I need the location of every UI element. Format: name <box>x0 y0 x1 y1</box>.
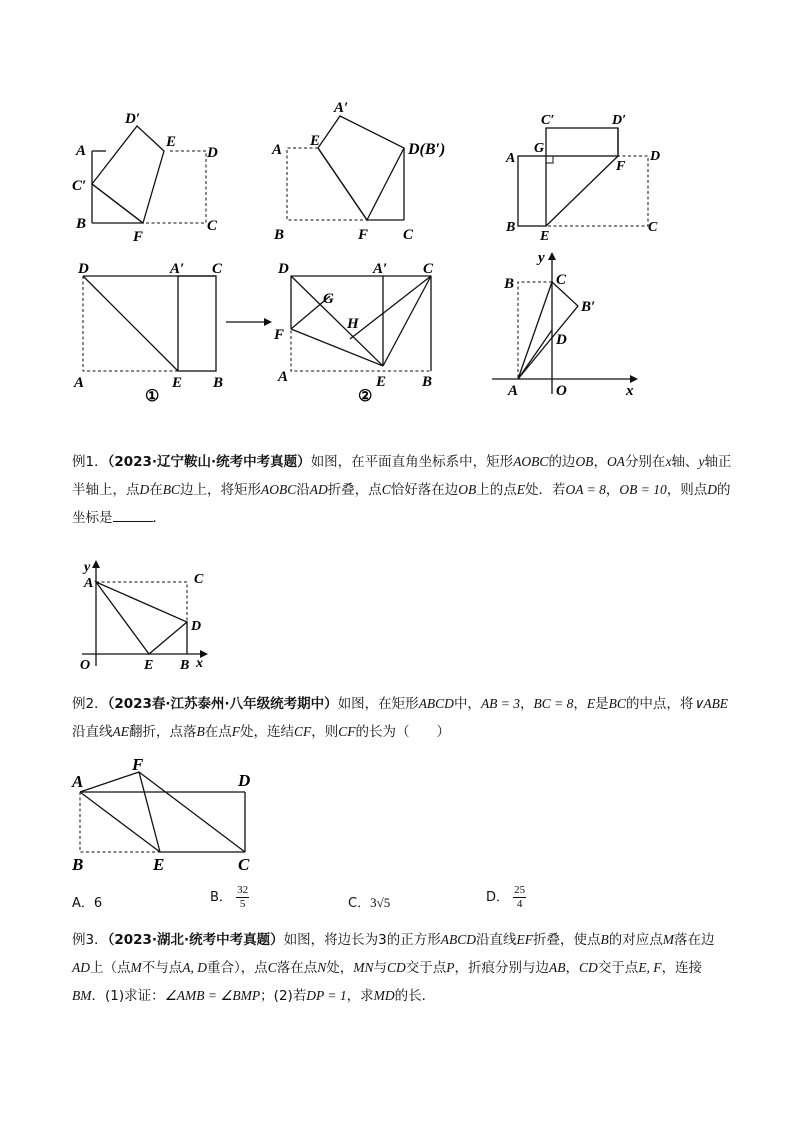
example-2-text: 例2．（2023春·江苏泰州·八年级统考期中）如图，在矩形ABCD中，AB = 3，BC = 8，E是BC的中点，将∨ABE沿直线AE翻折，点落B在点F处，连结CF，则CF的长为（ ） <box>72 696 729 740</box>
label-C: C <box>207 218 218 234</box>
label-C-prime: C′ <box>72 178 87 194</box>
label-D: D <box>556 332 567 348</box>
figure-fold-2 <box>270 92 470 244</box>
label-E: E <box>540 229 550 242</box>
label-E: E <box>172 375 183 391</box>
circle-label-2: ② <box>358 388 373 405</box>
label-F: F <box>616 159 626 174</box>
label-E: E <box>144 658 154 673</box>
label-G: G <box>534 141 545 156</box>
label-D-prime: D′ <box>612 113 627 128</box>
label-C: C <box>423 261 434 277</box>
example-1-text: 例1．（2023·辽宁鞍山·统考中考真题）如图，在平面直角坐标系中，矩形AOBC的边OB，OA分别在x轴、y轴正半轴上，点D在BC边上，将矩形AOBC沿AD折叠，点C恰好落在边OB上的点E处．若OA = 8，OB = 10，则点D的坐标是 ． <box>72 454 732 526</box>
label-D: D <box>278 261 289 277</box>
option-d[interactable]: D． $\frac{25}{4}$ <box>486 884 526 910</box>
label-A: A <box>272 142 283 158</box>
label-C: C <box>403 227 414 243</box>
ex1-source: （2023·辽宁鞍山·统考中考真题） <box>107 454 311 470</box>
label-A: A <box>76 143 87 159</box>
label-y: y <box>538 250 545 266</box>
label-B: B <box>213 375 224 391</box>
label-B: B <box>422 374 433 390</box>
option-b[interactable]: B． $\frac{32}{5}$ <box>210 884 249 910</box>
label-A: A <box>278 369 289 385</box>
figure-fold-1 <box>66 104 236 244</box>
example-1-figure <box>74 554 214 676</box>
label-A: A <box>506 151 516 166</box>
label-D-prime: D′ <box>125 111 141 127</box>
option-a[interactable]: A．6 <box>72 896 103 911</box>
label-E: E <box>166 134 177 150</box>
label-A: A <box>74 375 85 391</box>
label-F: F <box>132 756 144 774</box>
circle-label-1: ① <box>145 388 160 405</box>
label-A-prime: A′ <box>170 261 185 277</box>
label-E: E <box>310 133 321 149</box>
label-A-prime: A′ <box>334 100 349 116</box>
label-D: D <box>78 261 89 277</box>
label-O: O <box>80 658 91 673</box>
label-B: B <box>504 276 515 292</box>
label-D: D <box>191 619 202 634</box>
label-B: B <box>72 855 84 874</box>
label-F: F <box>133 229 144 244</box>
label-A-prime: A′ <box>373 261 388 277</box>
label-y: y <box>84 560 91 575</box>
label-A: A <box>84 576 94 591</box>
label-E: E <box>376 374 387 390</box>
label-C: C <box>212 261 223 277</box>
label-D: D <box>238 771 251 790</box>
label-H: H <box>347 316 359 332</box>
label-C: C <box>648 220 658 235</box>
label-D: D <box>650 149 661 164</box>
label-G: G <box>323 291 334 307</box>
label-B-prime: B′ <box>581 299 596 315</box>
label-C-prime: C′ <box>541 113 555 128</box>
label-A: A <box>72 772 84 791</box>
figure-fold-6 <box>490 246 650 402</box>
example-2-figure <box>70 756 270 876</box>
ex3-label: 例3． <box>72 932 108 948</box>
label-C: C <box>238 855 250 874</box>
label-B: B <box>76 216 87 232</box>
label-E: E <box>153 855 165 874</box>
figure-fold-4 <box>70 256 240 406</box>
label-B: B <box>274 227 285 243</box>
label-O: O <box>556 383 567 399</box>
label-x: x <box>626 383 634 399</box>
arrow-icon <box>224 314 274 330</box>
label-B: B <box>180 658 190 673</box>
label-A: A <box>508 383 519 399</box>
label-C: C <box>194 572 204 587</box>
label-D: D <box>207 145 218 161</box>
answer-blank[interactable] <box>113 507 153 522</box>
label-F: F <box>274 327 285 343</box>
label-B: B <box>506 220 516 235</box>
example-3-text: 例3．（2023·湖北·统考中考真题）如图，将边长为3的正方形ABCD沿直线EF折叠，使点B的对应点M落在边AD上（点M不与点A, D重合），点C落在点N处，MN与CD交于点P，折痕分别与边AB，CD交于点E, F，连接BM．(1)求证：∠AMB = ∠BMP；(2)若DP = 1，求MD的长． <box>72 932 715 1004</box>
figure-fold-5 <box>272 256 442 406</box>
ex2-label: 例2． <box>72 696 108 712</box>
ex2-source: （2023春·江苏泰州·八年级统考期中） <box>107 696 338 712</box>
label-F: F <box>358 227 369 243</box>
ex1-label: 例1． <box>72 454 108 470</box>
label-x: x <box>196 656 203 671</box>
option-c[interactable]: C．3√5 <box>348 895 391 911</box>
ex3-source: （2023·湖北·统考中考真题） <box>107 932 284 948</box>
label-C: C <box>556 272 567 288</box>
figure-fold-3 <box>502 110 672 242</box>
label-D-B-prime: D(B′) <box>408 141 446 158</box>
